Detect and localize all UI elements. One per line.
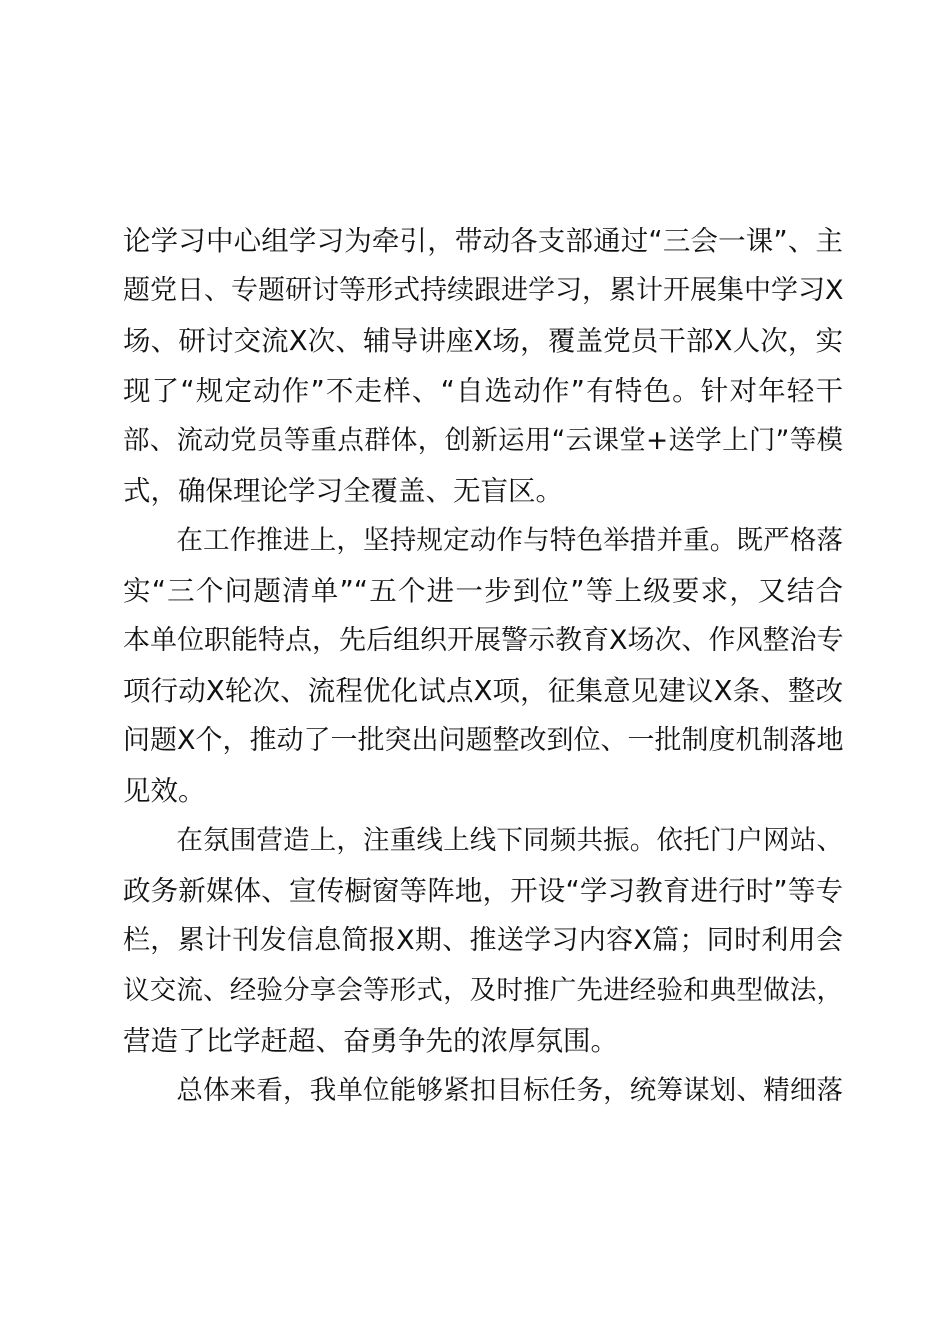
text-line: 本单位职能特点，先后组织开展警示教育X场次、作风整治专 <box>123 625 844 656</box>
text-line: 项行动X轮次、流程优化试点X项，征集意见建议X条、整改 <box>123 675 843 707</box>
text-line: 场、研讨交流X次、辅导讲座X场，覆盖党员干部X人次，实 <box>123 325 843 357</box>
text-line: 现了“规定动作”不走样、“自选动作”有特色。针对年轻干 <box>123 375 843 407</box>
text-line: 题党日、专题研讨等形式持续跟进学习，累计开展集中学习X <box>123 275 844 306</box>
text-line: 栏，累计刊发信息简报X期、推送学习内容X篇；同时利用会 <box>123 925 843 956</box>
text-line: 式，确保理论学习全覆盖、无盲区。 <box>123 475 563 507</box>
text-line: 营造了比学赶超、奋勇争先的浓厚氛围。 <box>123 1025 618 1057</box>
text-line: 论学习中心组学习为牵引，带动各支部通过“三会一课”、主 <box>123 225 843 257</box>
text-line: 政务新媒体、宣传橱窗等阵地，开设“学习教育进行时”等专 <box>123 875 843 907</box>
body-text <box>123 216 843 1116</box>
text-line: 部、流动党员等重点群体，创新运用“云课堂+送学上门”等模 <box>123 425 843 456</box>
text-line: 见效。 <box>123 775 206 807</box>
text-line: 总体来看，我单位能够紧扣目标任务，统筹谋划、精细落 <box>123 1075 843 1106</box>
text-line: 议交流、经验分享会等形式，及时推广先进经验和典型做法， <box>123 975 843 1006</box>
text-line: 在工作推进上，坚持规定动作与特色举措并重。既严格落 <box>123 525 843 556</box>
text-line: 实“三个问题清单”“五个进一步到位”等上级要求，又结合 <box>123 575 843 607</box>
text-line: 在氛围营造上，注重线上线下同频共振。依托门户网站、 <box>123 825 843 856</box>
text-line: 问题X个，推动了一批突出问题整改到位、一批制度机制落地 <box>123 725 844 756</box>
